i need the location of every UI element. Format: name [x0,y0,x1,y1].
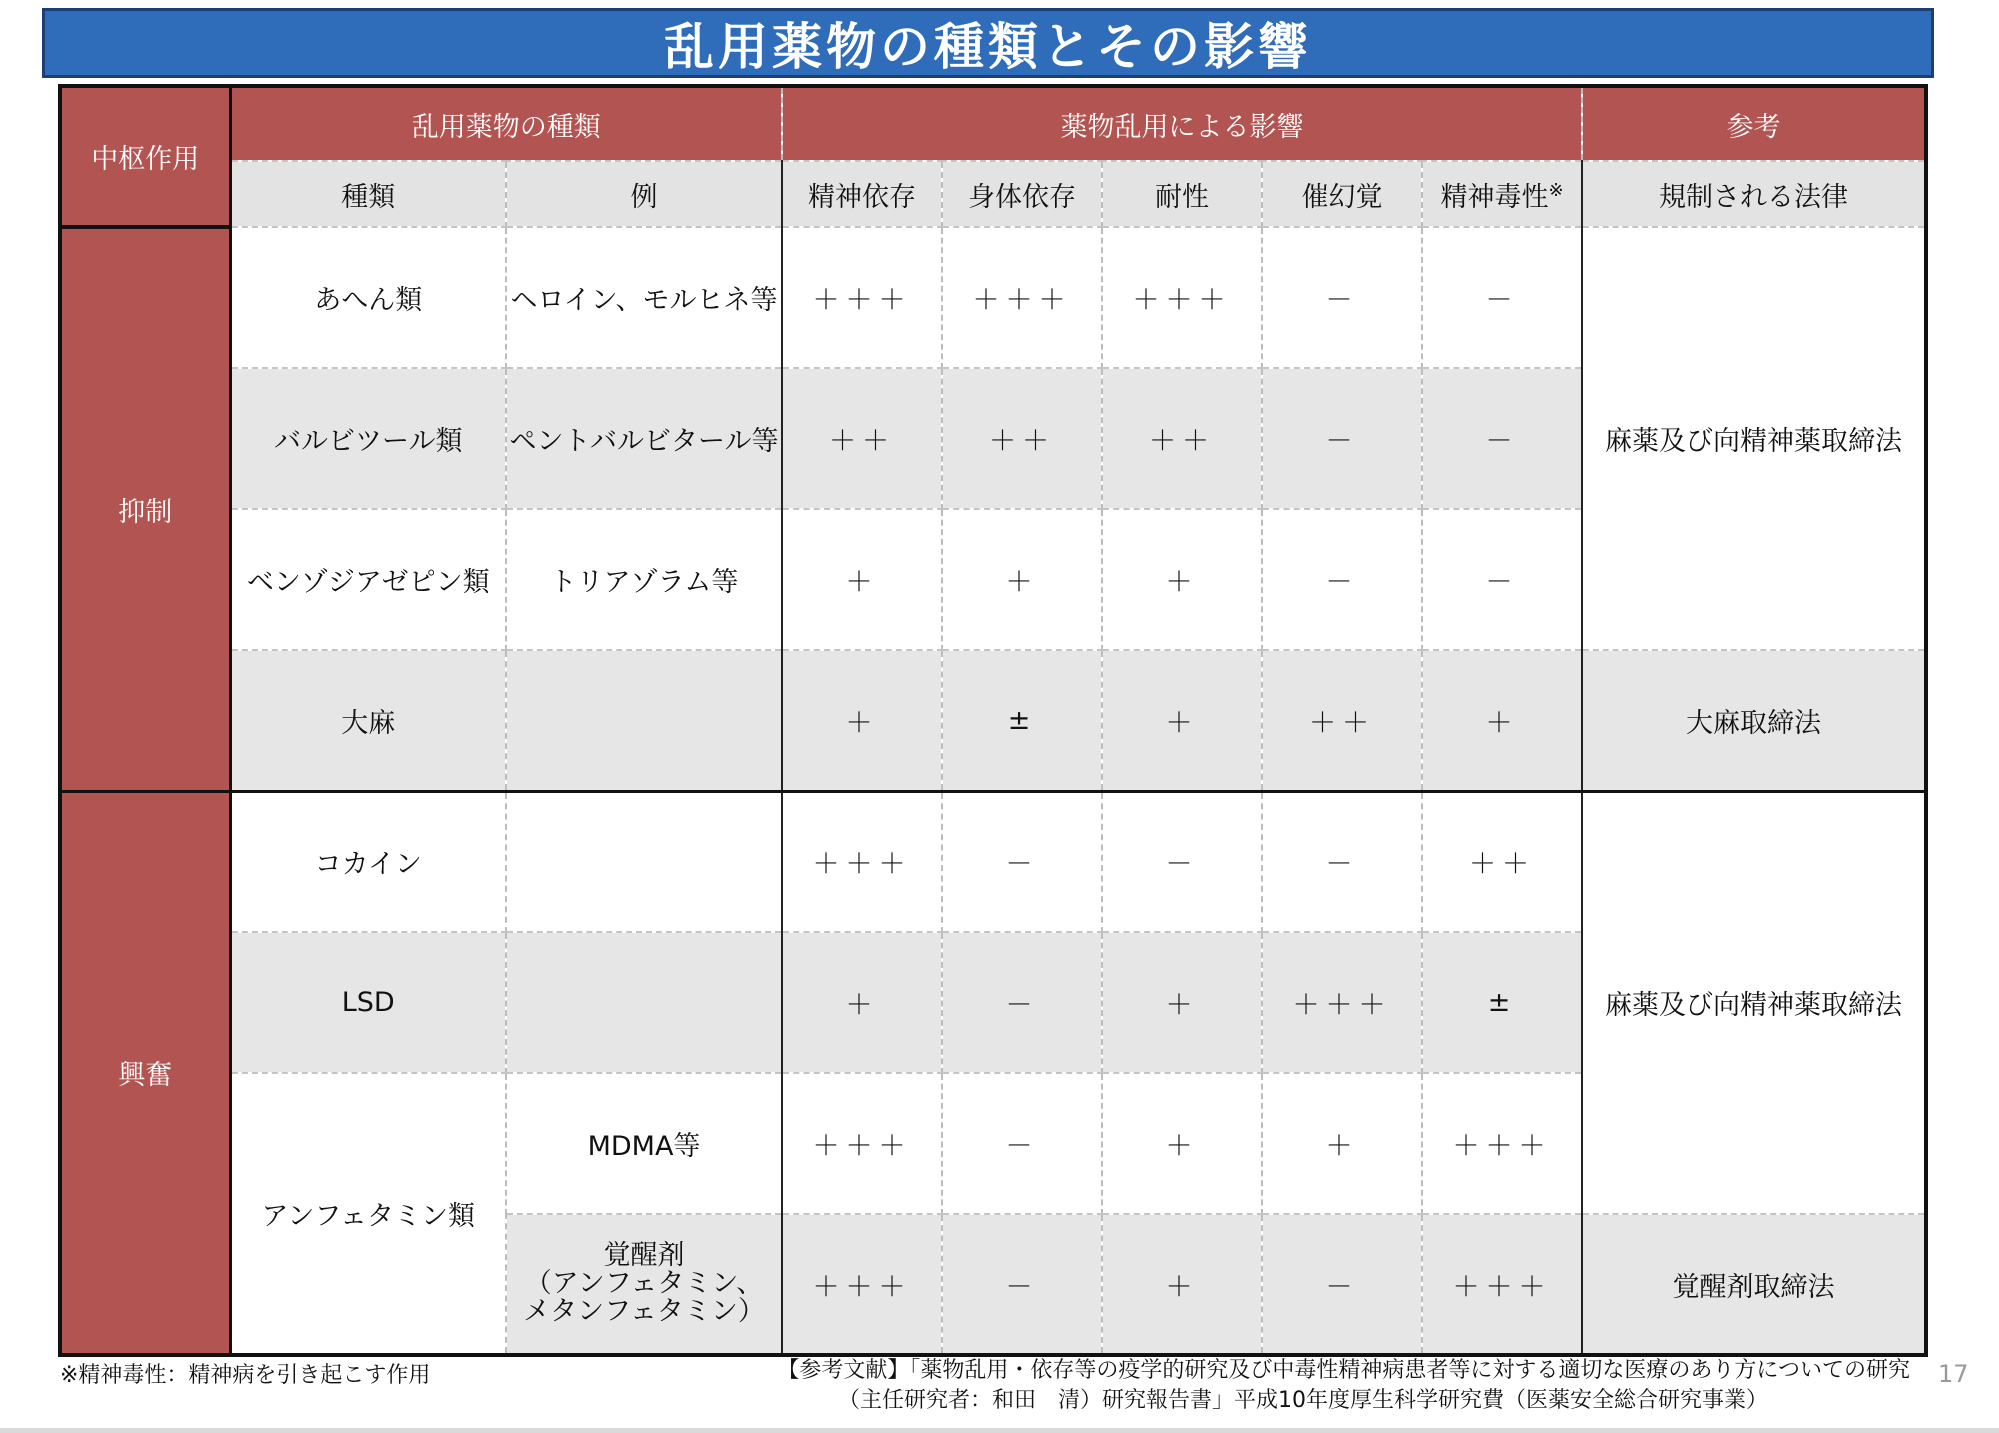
footnote-mark: ※ [1548,179,1564,201]
cell-mental: ＋＋＋ [782,1073,942,1214]
cell-example: ペントバルビタール等 [506,368,782,509]
cell-toxicity: ＋ [1422,650,1582,791]
table-row [60,791,1926,932]
footnote: ※精神毒性：精神病を引き起こす作用 [60,1363,431,1388]
cell-kind: ベンゾジアゼピン類 [230,509,506,650]
cell-law-narcotics-stimulant: 麻薬及び向精神薬取締法 [1582,791,1926,1214]
header-hallucinogenic: 催幻覚 [1262,161,1422,227]
example-line: 覚醒剤 [603,1240,685,1271]
cell-law-narcotics: 麻薬及び向精神薬取締法 [1582,227,1926,650]
cell-hallucination: ＋ [1262,1073,1422,1214]
header-mental-dependence: 精神依存 [782,161,942,227]
cell-toxicity: ＋＋ [1422,791,1582,932]
header-central-action: 中枢作用 [60,86,230,227]
cell-physical: ＋＋ [942,368,1102,509]
cell-tolerance: ＋＋＋ [1102,227,1262,368]
cell-hallucination: － [1262,791,1422,932]
cell-tolerance: ＋ [1102,509,1262,650]
cell-physical: － [942,932,1102,1073]
cell-mental: ＋＋ [782,368,942,509]
example-line: （アンフェタミン、 [524,1268,764,1299]
header-mental-toxicity: 精神毒性※ [1422,161,1582,227]
cell-kind: バルビツール類 [230,368,506,509]
cell-hallucination: ＋＋＋ [1262,932,1422,1073]
cell-mental: ＋ [782,509,942,650]
cell-example [506,791,782,932]
cell-kind: あへん類 [230,227,506,368]
cell-toxicity: ＋＋＋ [1422,1214,1582,1355]
cell-example [506,1214,782,1355]
header-physical-dependence: 身体依存 [942,161,1102,227]
page-number: 17 [1938,1360,1969,1388]
cell-example: トリアゾラム等 [506,509,782,650]
cell-mental: ＋ [782,932,942,1073]
cell-hallucination: － [1262,368,1422,509]
cell-toxicity: － [1422,509,1582,650]
header-row-groups [60,86,1926,161]
cell-tolerance: ＋ [1102,932,1262,1073]
bottom-divider [0,1428,1999,1433]
cell-physical: － [942,791,1102,932]
page-title: 乱用薬物の種類とその影響 [664,18,1312,76]
cell-hallucination: － [1262,509,1422,650]
cell-toxicity: ± [1422,932,1582,1073]
cell-toxicity: ＋＋＋ [1422,1073,1582,1214]
cell-law-cannabis: 大麻取締法 [1582,650,1926,791]
cell-physical: ± [942,650,1102,791]
cell-physical: － [942,1214,1102,1355]
cell-kind: アンフェタミン類 [230,1073,506,1355]
cell-physical: ＋＋＋ [942,227,1102,368]
cell-tolerance: ＋ [1102,1073,1262,1214]
header-row-columns [60,161,1926,227]
title-banner [42,8,1934,78]
header-group-effects: 薬物乱用による影響 [782,86,1582,161]
cell-example [506,932,782,1073]
cell-kind: コカイン [230,791,506,932]
cell-toxicity: － [1422,368,1582,509]
cell-mental: ＋＋＋ [782,791,942,932]
header-group-reference: 参考 [1582,86,1926,161]
table-row [60,227,1926,368]
reference-line: （主任研究者：和田 清）研究報告書」平成10年度厚生科学研究費（医薬安全総合研究事業） [838,1388,1768,1413]
header-example: 例 [506,161,782,227]
table-row [60,650,1926,791]
cell-kind: 大麻 [230,650,506,791]
cell-example [506,650,782,791]
cell-example: MDMA等 [506,1073,782,1214]
drug-effects-table [58,84,1928,1357]
cell-physical: ＋ [942,509,1102,650]
cell-tolerance: ＋ [1102,1214,1262,1355]
cell-physical: － [942,1073,1102,1214]
cell-toxicity: － [1422,227,1582,368]
category-depressant: 抑制 [60,227,230,791]
reference-citation [640,1356,1910,1416]
cell-mental: ＋＋＋ [782,1214,942,1355]
cell-kind: LSD [230,932,506,1073]
header-group-types: 乱用薬物の種類 [230,86,782,161]
cell-tolerance: ＋＋ [1102,368,1262,509]
category-stimulant: 興奮 [60,791,230,1355]
cell-tolerance: － [1102,791,1262,932]
cell-hallucination: － [1262,1214,1422,1355]
cell-mental: ＋＋＋ [782,227,942,368]
header-regulating-law: 規制される法律 [1582,161,1926,227]
reference-line: 【参考文献】「薬物乱用・依存等の疫学的研究及び中毒性精神病患者等に対する適切な医療のあり方についての研究 [777,1358,1910,1383]
example-line: メタンフェタミン） [523,1296,765,1327]
cell-hallucination: － [1262,227,1422,368]
header-kind: 種類 [230,161,506,227]
cell-mental: ＋ [782,650,942,791]
cell-hallucination: ＋＋ [1262,650,1422,791]
cell-law-stimulants: 覚醒剤取締法 [1582,1214,1926,1355]
cell-example: ヘロイン、モルヒネ等 [506,227,782,368]
cell-tolerance: ＋ [1102,650,1262,791]
header-tolerance: 耐性 [1102,161,1262,227]
